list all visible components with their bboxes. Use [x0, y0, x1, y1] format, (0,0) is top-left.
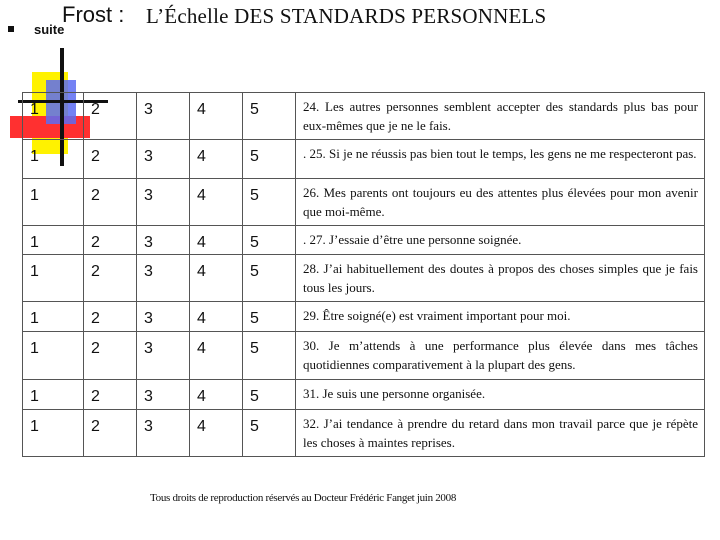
rating-option-1[interactable]: 1 — [23, 410, 84, 457]
rating-option-4[interactable]: 4 — [190, 410, 243, 457]
rating-option-5[interactable]: 5 — [243, 380, 296, 410]
rating-option-3[interactable]: 3 — [137, 255, 190, 302]
rating-option-1[interactable]: 1 — [23, 380, 84, 410]
rating-option-4[interactable]: 4 — [190, 140, 243, 179]
title-prefix: Frost : — [62, 2, 125, 27]
rating-option-3[interactable]: 3 — [137, 380, 190, 410]
rating-option-2[interactable]: 2 — [84, 410, 137, 457]
statement-text: 29. Être soigné(e) est vraiment important pour moi. — [296, 302, 705, 332]
rating-option-2[interactable]: 2 — [84, 332, 137, 380]
statement-text: . 25. Si je ne réussis pas bien tout le temps, les gens ne me respecteront pas. — [296, 140, 705, 179]
rating-option-4[interactable]: 4 — [190, 255, 243, 302]
table-row — [23, 226, 705, 255]
statement-text: 24. Les autres personnes semblent accepter des standards plus bas pour eux-mêmes que je ne le fais. — [296, 93, 705, 140]
rating-option-4[interactable]: 4 — [190, 332, 243, 380]
rating-option-3[interactable]: 3 — [137, 93, 190, 140]
rating-option-2[interactable]: 2 — [84, 140, 137, 179]
statement-text: 26. Mes parents ont toujours eu des attentes plus élevées pour mon avenir que moi-même. — [296, 179, 705, 226]
table-row — [23, 410, 705, 457]
table-row — [23, 93, 705, 140]
rating-option-3[interactable]: 3 — [137, 226, 190, 255]
rating-option-1[interactable]: 1 — [23, 255, 84, 302]
page-title: L’Échelle DES STANDARDS PERSONNELS — [146, 4, 547, 28]
rating-option-1[interactable]: 1 — [23, 140, 84, 179]
rating-option-4[interactable]: 4 — [190, 93, 243, 140]
rating-option-1[interactable]: 1 — [23, 226, 84, 255]
page-subtitle: suite — [34, 22, 65, 37]
rating-option-1[interactable]: 1 — [23, 302, 84, 332]
statement-text: . 27. J’essaie d’être une personne soignée. — [296, 226, 705, 255]
statement-text: 30. Je m’attends à une performance plus élevée dans mes tâches quotidiennes comparativement à la plupart des gens. — [296, 332, 705, 380]
rating-option-5[interactable]: 5 — [243, 410, 296, 457]
rating-option-3[interactable]: 3 — [137, 179, 190, 226]
rating-option-5[interactable]: 5 — [243, 179, 296, 226]
table-row — [23, 179, 705, 226]
rating-option-3[interactable]: 3 — [137, 410, 190, 457]
rating-option-5[interactable]: 5 — [243, 140, 296, 179]
rating-option-4[interactable]: 4 — [190, 380, 243, 410]
table-row — [23, 332, 705, 380]
rating-option-4[interactable]: 4 — [190, 302, 243, 332]
rating-option-3[interactable]: 3 — [137, 302, 190, 332]
rating-option-2[interactable]: 2 — [84, 226, 137, 255]
rating-option-2[interactable]: 2 — [84, 179, 137, 226]
rating-option-1[interactable]: 1 — [23, 179, 84, 226]
copyright-footer: Tous droits de reproduction réservés au Docteur Frédéric Fanget juin 2008 — [150, 492, 457, 504]
table-row — [23, 302, 705, 332]
table-row — [23, 255, 705, 302]
rating-option-2[interactable]: 2 — [84, 255, 137, 302]
rating-option-5[interactable]: 5 — [243, 226, 296, 255]
bullet-icon — [8, 26, 14, 32]
rating-option-5[interactable]: 5 — [243, 332, 296, 380]
rating-scale-table — [22, 92, 705, 457]
rating-option-2[interactable]: 2 — [84, 302, 137, 332]
rating-option-5[interactable]: 5 — [243, 93, 296, 140]
rating-scale-body — [23, 93, 705, 457]
rating-option-3[interactable]: 3 — [137, 332, 190, 380]
statement-text: 28. J’ai habituellement des doutes à propos des choses simples que je fais tous les jours. — [296, 255, 705, 302]
rating-option-5[interactable]: 5 — [243, 302, 296, 332]
rating-option-2[interactable]: 2 — [84, 380, 137, 410]
statement-text: 31. Je suis une personne organisée. — [296, 380, 705, 410]
rating-option-1[interactable]: 1 — [23, 93, 84, 140]
rating-option-4[interactable]: 4 — [190, 179, 243, 226]
rating-option-1[interactable]: 1 — [23, 332, 84, 380]
table-row — [23, 140, 705, 179]
statement-text: 32. J’ai tendance à prendre du retard dans mon travail parce que je répète les choses à maintes reprises. — [296, 410, 705, 457]
rating-option-5[interactable]: 5 — [243, 255, 296, 302]
table-row — [23, 380, 705, 410]
rating-option-4[interactable]: 4 — [190, 226, 243, 255]
rating-option-3[interactable]: 3 — [137, 140, 190, 179]
rating-option-2[interactable]: 2 — [84, 93, 137, 140]
